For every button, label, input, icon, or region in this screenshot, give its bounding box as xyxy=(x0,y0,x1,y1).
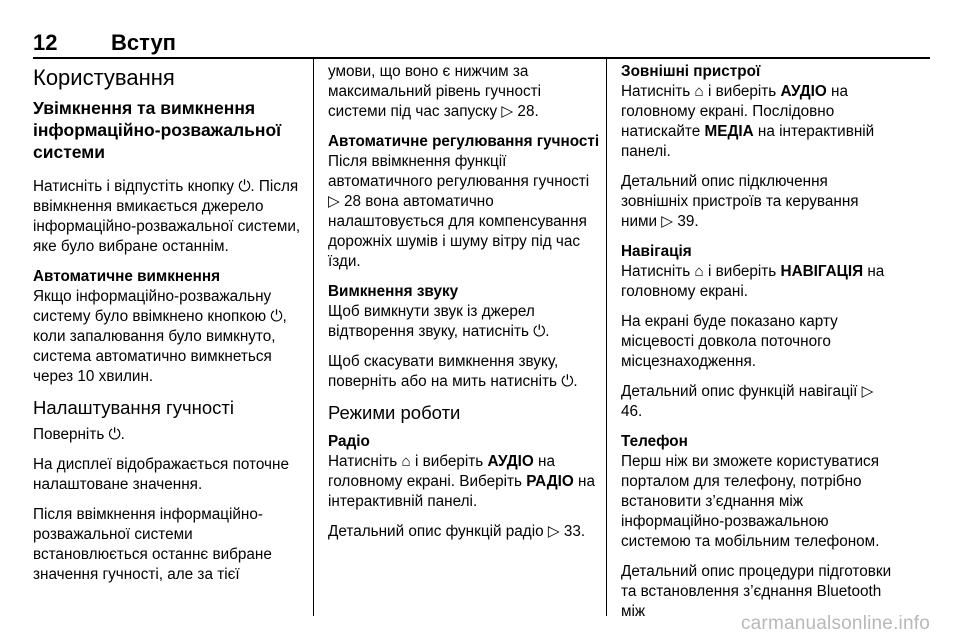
paragraph-phone: Перш ніж ви зможете користуватися порталом для телефону, потрібно встановити з’єднання між інформаційно-розважальною системою та мобільним телефоном. xyxy=(621,453,880,550)
paragraph-turn-knob: Поверніть ⏻. xyxy=(33,426,125,443)
column-divider-2 xyxy=(606,58,607,616)
subheading-external: Зовнішні пристрої xyxy=(621,63,761,80)
subheading-auto-volume: Автоматичне регулювання гучності xyxy=(328,133,600,150)
column-divider-1 xyxy=(313,58,314,616)
page-number: 12 xyxy=(33,30,58,55)
text: Натисніть ⌂ і виберіть xyxy=(328,453,488,470)
section-title-usage: Користування xyxy=(33,65,175,90)
column-3 xyxy=(621,58,893,632)
text: на головному екрані. xyxy=(621,263,885,300)
text: на головному екрані. Послідовно натискайте xyxy=(621,83,848,140)
paragraph-map: На екрані буде показано карту місцевості довкола поточного місцезнаходження. xyxy=(621,313,838,370)
paragraph-mute: Щоб вимкнути звук із джерел відтворення звуку, натисніть ⏻. xyxy=(328,303,550,340)
paragraph-auto-volume: Після ввімкнення функції автоматичного регулювання гучності ▷ 28 вона автоматично налаштовується для компенсування дорожніх шумів і шуму вітру під час їзди. xyxy=(328,153,590,270)
chapter-title: Вступ xyxy=(111,30,176,55)
column-1 xyxy=(33,58,305,595)
heading-modes: Режими роботи xyxy=(328,402,461,423)
paragraph-radio-ref: Детальний опис функцій радіо ▷ 33. xyxy=(328,523,586,540)
paragraph-display-value: На дисплеї відображається поточне налаштоване значення. xyxy=(33,456,289,493)
subheading-radio: Радіо xyxy=(328,433,370,450)
paragraph-last-volume: Після ввімкнення інформаційно-розважальної системи встановлюється останнє вибране значення гучності, але за тієї xyxy=(33,506,272,583)
text: Натисніть ⌂ і виберіть xyxy=(621,83,781,100)
text: Натисніть ⌂ і виберіть xyxy=(621,263,781,280)
paragraph-external-ref: Детальний опис підключення зовнішніх пристроїв та керування ними ▷ 39. xyxy=(621,173,859,230)
text: на інтерактивній панелі. xyxy=(621,123,875,160)
paragraph-auto-off: Якщо інформаційно-розважальну систему було ввімкнено кнопкою ⏻, коли запалювання було вимкнуто, система автоматично вимкнеться через 10 хвилин. xyxy=(33,288,287,385)
heading-power-on-off: Увімкнення та вимкнення інформаційно-розважальної системи xyxy=(33,98,282,162)
paragraph-radio xyxy=(328,452,600,512)
paragraph-navigation xyxy=(621,262,893,302)
keyword-audio: АУДІО xyxy=(487,453,534,470)
paragraph-unmute: Щоб скасувати вимкнення звуку, поверніть або на мить натисніть ⏻. xyxy=(328,353,578,390)
subheading-phone: Телефон xyxy=(621,433,688,450)
keyword-radio: РАДІО xyxy=(526,473,574,490)
paragraph-power: Натисніть і відпустіть кнопку ⏻. Після ввімкнення вмикається джерело інформаційно-розважальної системи, яке було вибране останнім. xyxy=(33,178,301,255)
column-2 xyxy=(328,58,600,552)
subheading-navigation: Навігація xyxy=(621,243,692,260)
text: на головному екрані. Виберіть xyxy=(328,453,555,490)
keyword-audio: АУДІО xyxy=(780,83,827,100)
heading-volume: Налаштування гучності xyxy=(33,397,234,418)
watermark: carmanualsonline.info xyxy=(740,613,930,634)
paragraph-bluetooth: Детальний опис процедури підготовки та встановлення з’єднання Bluetooth між xyxy=(621,563,892,620)
paragraph-navigation-ref: Детальний опис функцій навігації ▷ 46. xyxy=(621,383,874,420)
page-header xyxy=(33,30,176,56)
paragraph-external xyxy=(621,82,893,162)
paragraph-volume-cont: умови, що воно є нижчим за максимальний рівень гучності системи під час запуску ▷ 28. xyxy=(328,63,542,120)
keyword-navigation: НАВІГАЦІЯ xyxy=(780,263,864,280)
keyword-media: МЕДІА xyxy=(704,123,754,140)
subheading-auto-off: Автоматичне вимкнення xyxy=(33,268,221,285)
subheading-mute: Вимкнення звуку xyxy=(328,283,459,300)
text: на інтерактивній панелі. xyxy=(328,473,595,510)
